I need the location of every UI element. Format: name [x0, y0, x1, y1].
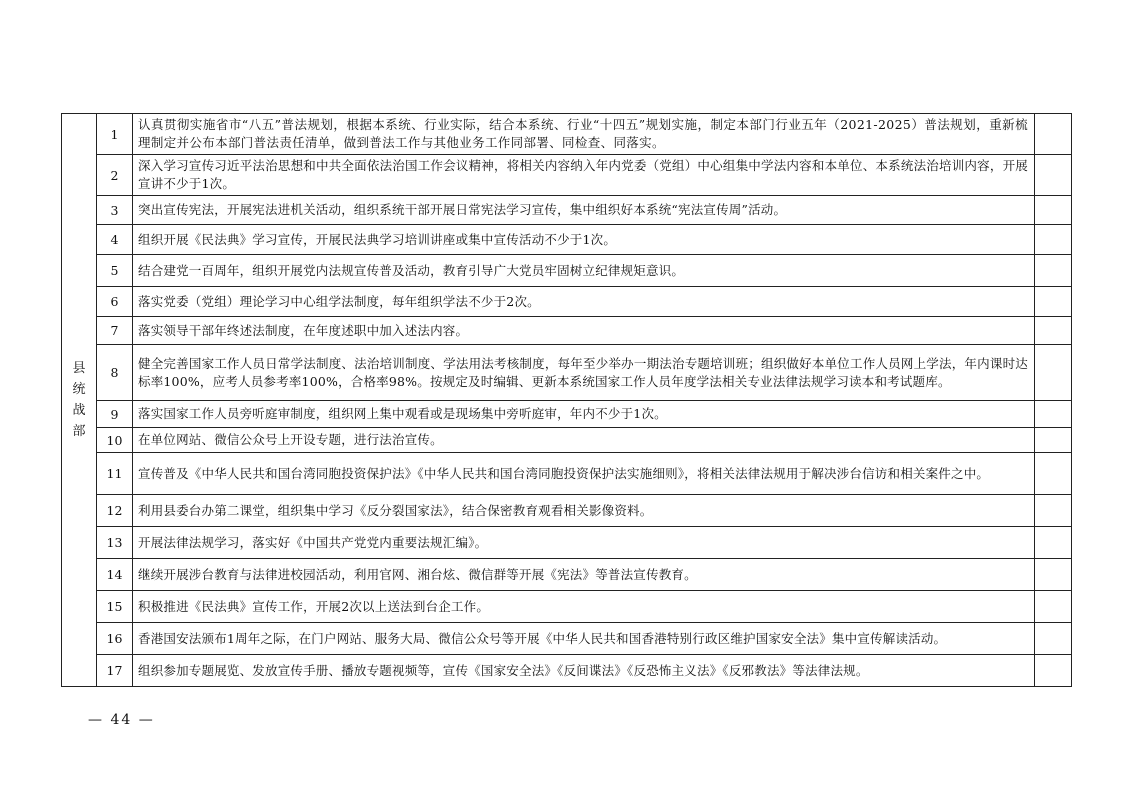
- task-text: 健全完善国家工作人员日常学法制度、法治培训制度、学法用法考核制度，每年至少举办一期法治专题培训班；组织做好本单位工作人员网上学法，年内课时达标率100%，应考人员参考率100%，合格率98%。按规定及时编辑、更新本系统国家工作人员年度学法相关专业法律法规学习读本和考试题库。: [133, 345, 1035, 401]
- remarks-cell: [1035, 428, 1072, 453]
- task-text: 落实国家工作人员旁听庭审制度，组织网上集中观看或是现场集中旁听庭审，年内不少于1次。: [133, 401, 1035, 428]
- table-row: [62, 114, 1072, 155]
- table-row: [62, 255, 1072, 287]
- table-row: [62, 453, 1072, 495]
- remarks-cell: [1035, 196, 1072, 225]
- table-row: [62, 559, 1072, 591]
- row-number: 10: [97, 428, 133, 453]
- remarks-cell: [1035, 317, 1072, 345]
- remarks-cell: [1035, 495, 1072, 527]
- table-row: [62, 655, 1072, 687]
- row-number: 12: [97, 495, 133, 527]
- task-text: 组织参加专题展览、发放宣传手册、播放专题视频等，宣传《国家安全法》《反间谍法》《反恐怖主义法》《反邪教法》等法律法规。: [133, 655, 1035, 687]
- task-text: 落实党委（党组）理论学习中心组学法制度，每年组织学法不少于2次。: [133, 287, 1035, 317]
- remarks-cell: [1035, 345, 1072, 401]
- remarks-cell: [1035, 155, 1072, 196]
- table-row: [62, 495, 1072, 527]
- task-table: [61, 113, 1072, 687]
- table-row: [62, 428, 1072, 453]
- row-number: 2: [97, 155, 133, 196]
- row-number: 8: [97, 345, 133, 401]
- table-row: [62, 155, 1072, 196]
- table-row: [62, 345, 1072, 401]
- remarks-cell: [1035, 591, 1072, 623]
- task-text: 结合建党一百周年，组织开展党内法规宣传普及活动，教育引导广大党员牢固树立纪律规矩意识。: [133, 255, 1035, 287]
- row-number: 3: [97, 196, 133, 225]
- table-row: [62, 225, 1072, 255]
- task-text: 继续开展涉台教育与法律进校园活动，利用官网、湘台炫、微信群等开展《宪法》等普法宣传教育。: [133, 559, 1035, 591]
- table-row: [62, 196, 1072, 225]
- task-text: 开展法律法规学习，落实好《中国共产党党内重要法规汇编》。: [133, 527, 1035, 559]
- task-text: 在单位网站、微信公众号上开设专题，进行法治宣传。: [133, 428, 1035, 453]
- table-row: [62, 623, 1072, 655]
- department-label: 县统战部: [72, 361, 86, 439]
- task-text: 深入学习宣传习近平法治思想和中共全面依法治国工作会议精神，将相关内容纳入年内党委（党组）中心组集中学法内容和本单位、本系统法治培训内容，开展宣讲不少于1次。: [133, 155, 1035, 196]
- remarks-cell: [1035, 225, 1072, 255]
- remarks-cell: [1035, 655, 1072, 687]
- remarks-cell: [1035, 559, 1072, 591]
- table-row: [62, 527, 1072, 559]
- task-text: 积极推进《民法典》宣传工作，开展2次以上送法到台企工作。: [133, 591, 1035, 623]
- row-number: 4: [97, 225, 133, 255]
- task-text: 香港国安法颁布1周年之际，在门户网站、服务大局、微信公众号等开展《中华人民共和国香港特别行政区维护国家安全法》集中宣传解读活动。: [133, 623, 1035, 655]
- row-number: 14: [97, 559, 133, 591]
- page-number: — 44 —: [88, 712, 155, 728]
- row-number: 15: [97, 591, 133, 623]
- row-number: 7: [97, 317, 133, 345]
- row-number: 1: [97, 114, 133, 155]
- row-number: 16: [97, 623, 133, 655]
- remarks-cell: [1035, 453, 1072, 495]
- department-cell: [62, 114, 97, 687]
- row-number: 5: [97, 255, 133, 287]
- table-row: [62, 287, 1072, 317]
- task-text: 宣传普及《中华人民共和国台湾同胞投资保护法》《中华人民共和国台湾同胞投资保护法实施细则》，将相关法律法规用于解决涉台信访和相关案件之中。: [133, 453, 1035, 495]
- remarks-cell: [1035, 623, 1072, 655]
- row-number: 6: [97, 287, 133, 317]
- remarks-cell: [1035, 527, 1072, 559]
- row-number: 11: [97, 453, 133, 495]
- row-number: 9: [97, 401, 133, 428]
- remarks-cell: [1035, 255, 1072, 287]
- remarks-cell: [1035, 287, 1072, 317]
- table-row: [62, 401, 1072, 428]
- remarks-cell: [1035, 114, 1072, 155]
- row-number: 13: [97, 527, 133, 559]
- task-text: 利用县委台办第二课堂，组织集中学习《反分裂国家法》，结合保密教育观看相关影像资料。: [133, 495, 1035, 527]
- task-text: 落实领导干部年终述法制度，在年度述职中加入述法内容。: [133, 317, 1035, 345]
- task-text: 组织开展《民法典》学习宣传，开展民法典学习培训讲座或集中宣传活动不少于1次。: [133, 225, 1035, 255]
- task-text: 突出宣传宪法，开展宪法进机关活动，组织系统干部开展日常宪法学习宣传，集中组织好本系统“宪法宣传周”活动。: [133, 196, 1035, 225]
- task-text: 认真贯彻实施省市“八五”普法规划，根据本系统、行业实际，结合本系统、行业“十四五”规划实施，制定本部门行业五年（2021-2025）普法规划，重新梳理制定并公布本部门普法责任清单，做到普法工作与其他业务工作同部署、同检查、同落实。: [133, 114, 1035, 155]
- remarks-cell: [1035, 401, 1072, 428]
- table-row: [62, 317, 1072, 345]
- table-row: [62, 591, 1072, 623]
- row-number: 17: [97, 655, 133, 687]
